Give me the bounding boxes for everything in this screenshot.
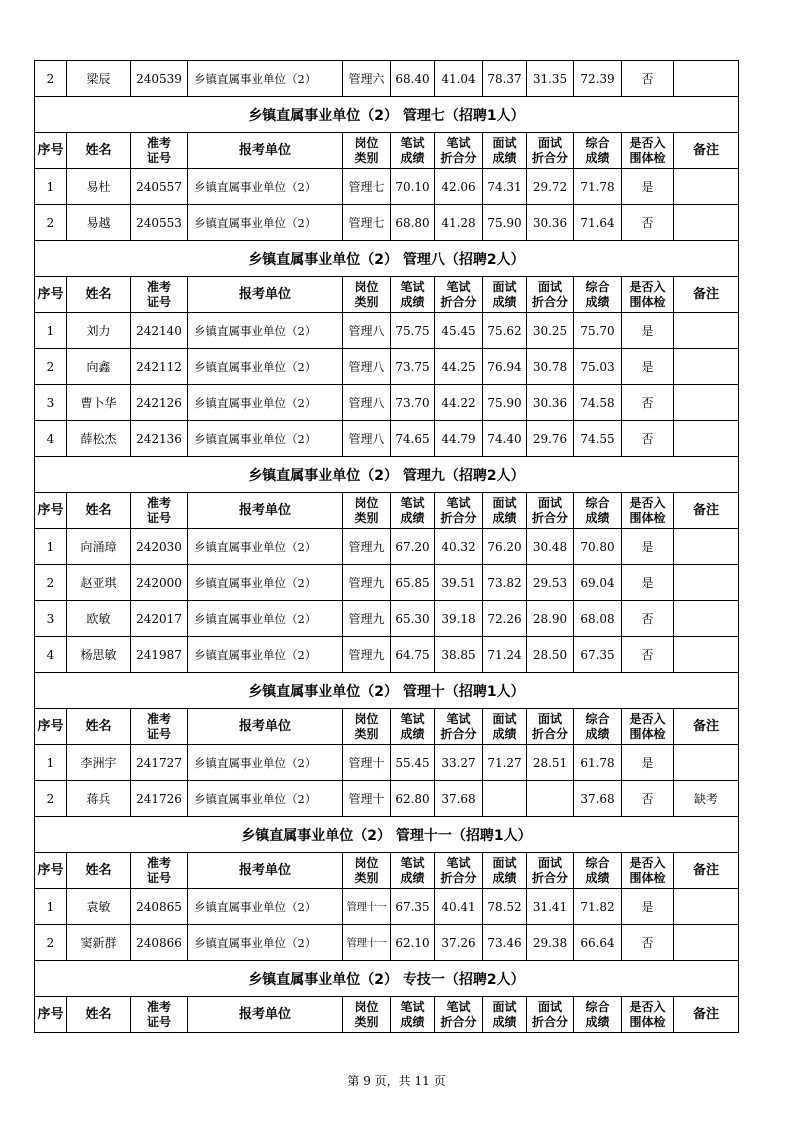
written-score-cell: 67.35 [391, 889, 435, 925]
interview-score-cell: 78.37 [483, 61, 527, 97]
unit-cell: 乡镇直属事业单位（2） [188, 889, 343, 925]
post-cell: 管理十一 [343, 925, 391, 961]
written-converted-cell: 37.68 [435, 781, 483, 817]
seq-cell: 2 [35, 925, 67, 961]
column-header: 笔试 成绩 [391, 853, 435, 889]
column-header: 准考 证号 [131, 709, 188, 745]
note-cell [674, 205, 739, 241]
interview-score-cell: 76.94 [483, 349, 527, 385]
column-header: 笔试 折合分 [435, 709, 483, 745]
column-header: 姓名 [67, 133, 131, 169]
note-cell [674, 637, 739, 673]
seq-cell: 1 [35, 313, 67, 349]
note-cell [674, 565, 739, 601]
post-cell: 管理七 [343, 169, 391, 205]
post-cell: 管理十一 [343, 889, 391, 925]
physical-exam-cell: 否 [622, 637, 674, 673]
physical-exam-cell: 是 [622, 745, 674, 781]
physical-exam-cell: 否 [622, 601, 674, 637]
total-score-cell: 71.64 [574, 205, 622, 241]
column-header: 岗位 类别 [343, 997, 391, 1033]
note-cell [674, 61, 739, 97]
table-row [35, 889, 739, 925]
post-cell: 管理九 [343, 529, 391, 565]
table-row [35, 313, 739, 349]
interview-converted-cell [527, 781, 574, 817]
column-header: 序号 [35, 997, 67, 1033]
note-cell [674, 169, 739, 205]
note-cell [674, 529, 739, 565]
post-cell: 管理九 [343, 637, 391, 673]
column-header: 姓名 [67, 997, 131, 1033]
total-score-cell: 74.58 [574, 385, 622, 421]
interview-converted-cell: 29.38 [527, 925, 574, 961]
exam-id-cell: 241726 [131, 781, 188, 817]
column-header: 面试 折合分 [527, 133, 574, 169]
interview-converted-cell: 28.51 [527, 745, 574, 781]
total-score-cell: 71.78 [574, 169, 622, 205]
written-score-cell: 73.70 [391, 385, 435, 421]
column-header: 面试 成绩 [483, 277, 527, 313]
seq-cell: 1 [35, 169, 67, 205]
seq-cell: 1 [35, 745, 67, 781]
column-header: 备注 [674, 277, 739, 313]
note-cell [674, 385, 739, 421]
column-header: 是否入 围体检 [622, 997, 674, 1033]
post-cell: 管理九 [343, 601, 391, 637]
column-header: 面试 成绩 [483, 133, 527, 169]
total-score-cell: 66.64 [574, 925, 622, 961]
exam-id-cell: 240557 [131, 169, 188, 205]
table-row [35, 169, 739, 205]
name-cell: 曹卜华 [67, 385, 131, 421]
column-header: 岗位 类别 [343, 277, 391, 313]
total-score-cell: 61.78 [574, 745, 622, 781]
post-cell: 管理八 [343, 313, 391, 349]
column-header: 备注 [674, 997, 739, 1033]
interview-score-cell: 74.31 [483, 169, 527, 205]
written-converted-cell: 33.27 [435, 745, 483, 781]
written-converted-cell: 40.32 [435, 529, 483, 565]
column-header: 笔试 折合分 [435, 277, 483, 313]
column-header: 报考单位 [188, 133, 343, 169]
interview-converted-cell: 30.25 [527, 313, 574, 349]
column-header: 笔试 成绩 [391, 493, 435, 529]
note-cell: 缺考 [674, 781, 739, 817]
column-header-row [35, 133, 739, 169]
column-header: 准考 证号 [131, 133, 188, 169]
column-header-row [35, 709, 739, 745]
column-header: 综合 成绩 [574, 997, 622, 1033]
total-score-cell: 71.82 [574, 889, 622, 925]
column-header: 序号 [35, 853, 67, 889]
written-converted-cell: 39.51 [435, 565, 483, 601]
column-header: 报考单位 [188, 277, 343, 313]
interview-converted-cell: 30.78 [527, 349, 574, 385]
column-header: 准考 证号 [131, 493, 188, 529]
physical-exam-cell: 否 [622, 781, 674, 817]
exam-id-cell: 241727 [131, 745, 188, 781]
column-header-row [35, 997, 739, 1033]
unit-cell: 乡镇直属事业单位（2） [188, 529, 343, 565]
section-title: 乡镇直属事业单位（2） 专技一（招聘2人） [35, 961, 739, 997]
page-footer: 第 9 页，共 11 页 [347, 1074, 446, 1088]
column-header: 准考 证号 [131, 277, 188, 313]
written-score-cell: 68.40 [391, 61, 435, 97]
column-header: 综合 成绩 [574, 709, 622, 745]
column-header: 笔试 成绩 [391, 277, 435, 313]
written-converted-cell: 44.79 [435, 421, 483, 457]
column-header: 面试 折合分 [527, 853, 574, 889]
unit-cell: 乡镇直属事业单位（2） [188, 61, 343, 97]
name-cell: 易越 [67, 205, 131, 241]
written-score-cell: 75.75 [391, 313, 435, 349]
unit-cell: 乡镇直属事业单位（2） [188, 601, 343, 637]
interview-score-cell: 72.26 [483, 601, 527, 637]
seq-cell: 2 [35, 349, 67, 385]
exam-id-cell: 242030 [131, 529, 188, 565]
column-header: 是否入 围体检 [622, 853, 674, 889]
interview-converted-cell: 30.36 [527, 205, 574, 241]
unit-cell: 乡镇直属事业单位（2） [188, 637, 343, 673]
note-cell [674, 349, 739, 385]
post-cell: 管理十 [343, 781, 391, 817]
column-header: 面试 折合分 [527, 277, 574, 313]
column-header: 笔试 成绩 [391, 997, 435, 1033]
seq-cell: 2 [35, 61, 67, 97]
physical-exam-cell: 否 [622, 925, 674, 961]
post-cell: 管理十 [343, 745, 391, 781]
seq-cell: 1 [35, 889, 67, 925]
seq-cell: 4 [35, 421, 67, 457]
interview-score-cell: 74.40 [483, 421, 527, 457]
exam-id-cell: 242136 [131, 421, 188, 457]
name-cell: 易杜 [67, 169, 131, 205]
column-header: 报考单位 [188, 493, 343, 529]
table-row [35, 925, 739, 961]
written-converted-cell: 42.06 [435, 169, 483, 205]
unit-cell: 乡镇直属事业单位（2） [188, 349, 343, 385]
table-row [35, 637, 739, 673]
column-header: 面试 折合分 [527, 997, 574, 1033]
column-header: 综合 成绩 [574, 277, 622, 313]
written-score-cell: 64.75 [391, 637, 435, 673]
column-header: 备注 [674, 133, 739, 169]
section-title: 乡镇直属事业单位（2） 管理九（招聘2人） [35, 457, 739, 493]
post-cell: 管理八 [343, 385, 391, 421]
interview-score-cell: 73.46 [483, 925, 527, 961]
unit-cell: 乡镇直属事业单位（2） [188, 421, 343, 457]
table-row [35, 601, 739, 637]
section-title: 乡镇直属事业单位（2） 管理十一（招聘1人） [35, 817, 739, 853]
column-header: 岗位 类别 [343, 493, 391, 529]
name-cell: 袁敏 [67, 889, 131, 925]
post-cell: 管理六 [343, 61, 391, 97]
name-cell: 杨思敏 [67, 637, 131, 673]
column-header: 是否入 围体检 [622, 709, 674, 745]
column-header: 综合 成绩 [574, 493, 622, 529]
interview-converted-cell: 30.48 [527, 529, 574, 565]
written-score-cell: 74.65 [391, 421, 435, 457]
column-header-row [35, 277, 739, 313]
post-cell: 管理九 [343, 565, 391, 601]
seq-cell: 1 [35, 529, 67, 565]
column-header: 面试 成绩 [483, 493, 527, 529]
column-header: 是否入 围体检 [622, 493, 674, 529]
section-title-row [35, 961, 739, 997]
written-converted-cell: 44.22 [435, 385, 483, 421]
column-header: 笔试 折合分 [435, 853, 483, 889]
unit-cell: 乡镇直属事业单位（2） [188, 385, 343, 421]
column-header: 是否入 围体检 [622, 277, 674, 313]
column-header: 备注 [674, 853, 739, 889]
column-header: 姓名 [67, 277, 131, 313]
name-cell: 薛松杰 [67, 421, 131, 457]
physical-exam-cell: 否 [622, 385, 674, 421]
interview-score-cell: 71.24 [483, 637, 527, 673]
column-header: 笔试 折合分 [435, 133, 483, 169]
table-row [35, 385, 739, 421]
interview-converted-cell: 28.90 [527, 601, 574, 637]
interview-score-cell: 71.27 [483, 745, 527, 781]
column-header: 综合 成绩 [574, 133, 622, 169]
written-score-cell: 55.45 [391, 745, 435, 781]
written-score-cell: 73.75 [391, 349, 435, 385]
written-score-cell: 67.20 [391, 529, 435, 565]
column-header: 准考 证号 [131, 853, 188, 889]
seq-cell: 2 [35, 565, 67, 601]
total-score-cell: 70.80 [574, 529, 622, 565]
written-converted-cell: 41.04 [435, 61, 483, 97]
total-score-cell: 68.08 [574, 601, 622, 637]
column-header: 姓名 [67, 853, 131, 889]
exam-id-cell: 240866 [131, 925, 188, 961]
written-score-cell: 62.80 [391, 781, 435, 817]
physical-exam-cell: 是 [622, 529, 674, 565]
seq-cell: 2 [35, 205, 67, 241]
written-score-cell: 65.85 [391, 565, 435, 601]
name-cell: 赵亚琪 [67, 565, 131, 601]
column-header: 岗位 类别 [343, 709, 391, 745]
interview-score-cell: 78.52 [483, 889, 527, 925]
note-cell [674, 889, 739, 925]
written-converted-cell: 40.41 [435, 889, 483, 925]
physical-exam-cell: 是 [622, 169, 674, 205]
note-cell [674, 421, 739, 457]
exam-id-cell: 240553 [131, 205, 188, 241]
table-row [35, 349, 739, 385]
column-header-row [35, 493, 739, 529]
table-row [35, 781, 739, 817]
interview-score-cell: 73.82 [483, 565, 527, 601]
column-header: 备注 [674, 709, 739, 745]
post-cell: 管理七 [343, 205, 391, 241]
exam-id-cell: 242126 [131, 385, 188, 421]
unit-cell: 乡镇直属事业单位（2） [188, 565, 343, 601]
physical-exam-cell: 是 [622, 349, 674, 385]
seq-cell: 2 [35, 781, 67, 817]
section-title-row [35, 241, 739, 277]
total-score-cell: 74.55 [574, 421, 622, 457]
column-header: 备注 [674, 493, 739, 529]
interview-score-cell: 75.90 [483, 385, 527, 421]
column-header: 面试 成绩 [483, 709, 527, 745]
post-cell: 管理八 [343, 349, 391, 385]
column-header: 序号 [35, 277, 67, 313]
written-score-cell: 65.30 [391, 601, 435, 637]
total-score-cell: 75.70 [574, 313, 622, 349]
section-title-row [35, 97, 739, 133]
written-converted-cell: 44.25 [435, 349, 483, 385]
total-score-cell: 69.04 [574, 565, 622, 601]
total-score-cell: 72.39 [574, 61, 622, 97]
column-header: 面试 折合分 [527, 493, 574, 529]
interview-converted-cell: 29.72 [527, 169, 574, 205]
written-score-cell: 68.80 [391, 205, 435, 241]
name-cell: 窦新群 [67, 925, 131, 961]
table-row [35, 61, 739, 97]
column-header: 岗位 类别 [343, 853, 391, 889]
column-header: 报考单位 [188, 997, 343, 1033]
exam-id-cell: 242112 [131, 349, 188, 385]
column-header: 面试 折合分 [527, 709, 574, 745]
physical-exam-cell: 是 [622, 313, 674, 349]
section-title: 乡镇直属事业单位（2） 管理八（招聘2人） [35, 241, 739, 277]
written-score-cell: 62.10 [391, 925, 435, 961]
seq-cell: 3 [35, 601, 67, 637]
total-score-cell: 67.35 [574, 637, 622, 673]
interview-score-cell: 76.20 [483, 529, 527, 565]
exam-id-cell: 240865 [131, 889, 188, 925]
name-cell: 刘力 [67, 313, 131, 349]
unit-cell: 乡镇直属事业单位（2） [188, 745, 343, 781]
name-cell: 欧敏 [67, 601, 131, 637]
seq-cell: 4 [35, 637, 67, 673]
column-header: 序号 [35, 493, 67, 529]
column-header: 面试 成绩 [483, 853, 527, 889]
note-cell [674, 601, 739, 637]
column-header: 综合 成绩 [574, 853, 622, 889]
column-header: 报考单位 [188, 709, 343, 745]
column-header: 笔试 成绩 [391, 133, 435, 169]
column-header: 笔试 成绩 [391, 709, 435, 745]
table-row [35, 421, 739, 457]
written-converted-cell: 41.28 [435, 205, 483, 241]
interview-score-cell: 75.90 [483, 205, 527, 241]
total-score-cell: 37.68 [574, 781, 622, 817]
column-header: 姓名 [67, 709, 131, 745]
seq-cell: 3 [35, 385, 67, 421]
score-table [34, 60, 739, 1033]
section-title-row [35, 457, 739, 493]
exam-id-cell: 242000 [131, 565, 188, 601]
written-score-cell: 70.10 [391, 169, 435, 205]
column-header: 面试 成绩 [483, 997, 527, 1033]
interview-converted-cell: 29.76 [527, 421, 574, 457]
table-row [35, 745, 739, 781]
total-score-cell: 75.03 [574, 349, 622, 385]
note-cell [674, 745, 739, 781]
interview-score-cell: 75.62 [483, 313, 527, 349]
post-cell: 管理八 [343, 421, 391, 457]
physical-exam-cell: 是 [622, 889, 674, 925]
column-header: 岗位 类别 [343, 133, 391, 169]
section-title: 乡镇直属事业单位（2） 管理七（招聘1人） [35, 97, 739, 133]
physical-exam-cell: 否 [622, 61, 674, 97]
written-converted-cell: 39.18 [435, 601, 483, 637]
column-header: 报考单位 [188, 853, 343, 889]
interview-converted-cell: 30.36 [527, 385, 574, 421]
written-converted-cell: 38.85 [435, 637, 483, 673]
unit-cell: 乡镇直属事业单位（2） [188, 205, 343, 241]
name-cell: 蒋兵 [67, 781, 131, 817]
exam-id-cell: 240539 [131, 61, 188, 97]
exam-id-cell: 241987 [131, 637, 188, 673]
column-header: 序号 [35, 133, 67, 169]
written-converted-cell: 45.45 [435, 313, 483, 349]
section-title-row [35, 817, 739, 853]
note-cell [674, 925, 739, 961]
name-cell: 梁辰 [67, 61, 131, 97]
section-title: 乡镇直属事业单位（2） 管理十（招聘1人） [35, 673, 739, 709]
interview-converted-cell: 28.50 [527, 637, 574, 673]
section-title-row [35, 673, 739, 709]
physical-exam-cell: 否 [622, 205, 674, 241]
physical-exam-cell: 否 [622, 421, 674, 457]
column-header: 笔试 折合分 [435, 493, 483, 529]
column-header: 笔试 折合分 [435, 997, 483, 1033]
unit-cell: 乡镇直属事业单位（2） [188, 313, 343, 349]
exam-id-cell: 242140 [131, 313, 188, 349]
name-cell: 向鑫 [67, 349, 131, 385]
name-cell: 向涌璋 [67, 529, 131, 565]
table-row [35, 565, 739, 601]
unit-cell: 乡镇直属事业单位（2） [188, 781, 343, 817]
interview-converted-cell: 31.35 [527, 61, 574, 97]
note-cell [674, 313, 739, 349]
column-header: 准考 证号 [131, 997, 188, 1033]
exam-id-cell: 242017 [131, 601, 188, 637]
unit-cell: 乡镇直属事业单位（2） [188, 925, 343, 961]
physical-exam-cell: 是 [622, 565, 674, 601]
table-row [35, 205, 739, 241]
unit-cell: 乡镇直属事业单位（2） [188, 169, 343, 205]
written-converted-cell: 37.26 [435, 925, 483, 961]
column-header-row [35, 853, 739, 889]
name-cell: 李洲宇 [67, 745, 131, 781]
column-header: 是否入 围体检 [622, 133, 674, 169]
interview-score-cell [483, 781, 527, 817]
column-header: 序号 [35, 709, 67, 745]
interview-converted-cell: 31.41 [527, 889, 574, 925]
column-header: 姓名 [67, 493, 131, 529]
table-row [35, 529, 739, 565]
interview-converted-cell: 29.53 [527, 565, 574, 601]
